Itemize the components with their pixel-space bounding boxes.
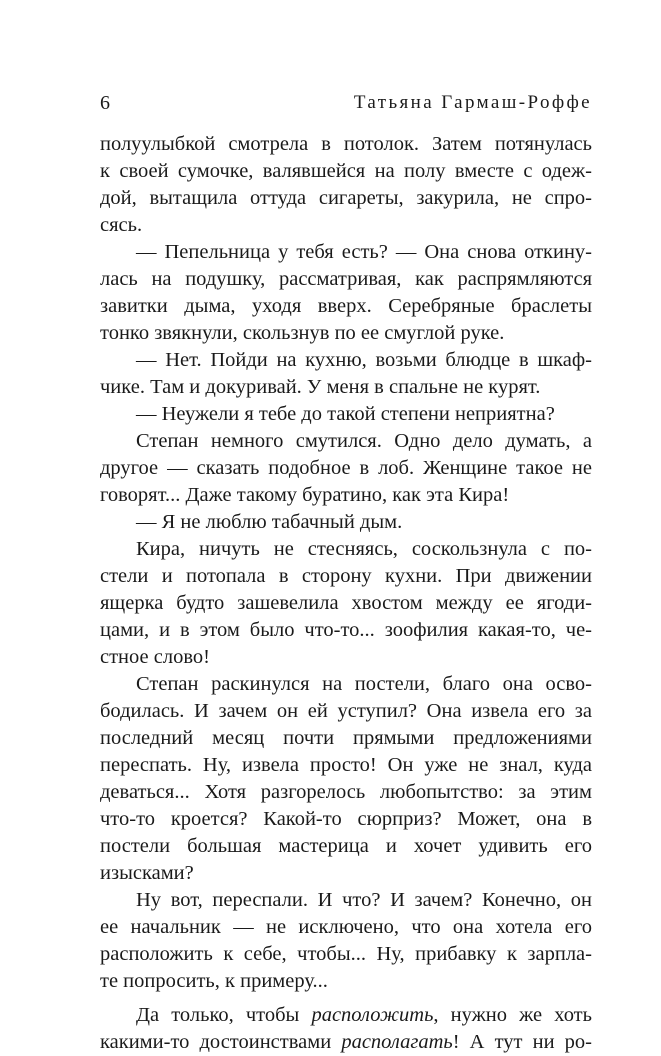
text-line: бодилась. И зачем он ей уступил? Она извела его за xyxy=(100,700,592,722)
text-run: какими-то достоинствами xyxy=(100,1031,342,1053)
text-line xyxy=(100,1002,592,1029)
text-line: завитки дыма, уходя вверх. Серебряные браслеты xyxy=(100,295,592,317)
text-line: расположить к себе, чтобы... Ну, прибавку к зарпла- xyxy=(100,943,592,965)
text-line: — Я не люблю табачный дым. xyxy=(136,511,403,533)
text-line: тонко звякнули, скользнув по ее смуглой руке. xyxy=(100,322,505,344)
text-line: переспать. Ну, извела просто! Он уже не знал, куда xyxy=(100,754,592,776)
text-line: Кира, ничуть не стесняясь, соскользнула с по- xyxy=(136,538,592,560)
text-line: дой, вытащила оттуда сигареты, закурила, не спро- xyxy=(100,187,592,209)
text-line: стели и потопала в сторону кухни. При движении xyxy=(100,565,592,587)
running-head-author: Татьяна Гармаш-Роффе xyxy=(353,92,592,113)
text-line: — Неужели я тебе до такой степени неприятна? xyxy=(136,403,555,425)
italic-emphasis: располагать xyxy=(341,1031,453,1053)
text-line: говорят... Даже такому буратино, как эта Кира! xyxy=(100,484,510,506)
text-run: ! А тут ни ро- xyxy=(452,1031,592,1053)
text-line: ящерка будто зашевелила хвостом между ее ягоди- xyxy=(100,592,592,614)
text-line: те попросить, к примеру... xyxy=(100,970,328,992)
text-line: лась на подушку, рассматривая, как распрямляются xyxy=(100,268,592,290)
text-line: — Нет. Пойди на кухню, возьми блюдце в шкаф- xyxy=(136,349,592,371)
text-line: постели большая мастерица и хочет удивить его xyxy=(100,835,592,857)
text-line: деваться... Хотя разгорелось любопытство: за этим xyxy=(100,781,592,803)
text-line: изысками? xyxy=(100,862,194,884)
text-line: Степан немного смутился. Одно дело думать, а xyxy=(136,430,592,452)
page-header xyxy=(100,88,592,118)
text-line: Ну вот, переспали. И что? И зачем? Конечно, он xyxy=(136,889,592,911)
text-line: другое — сказать подобное в лоб. Женщине такое не xyxy=(100,457,592,479)
text-run: , нужно же хоть xyxy=(433,1004,592,1026)
text-line xyxy=(100,1029,592,1056)
text-line: последний месяц почти прямыми предложениями xyxy=(100,727,592,749)
text-run: Да только, чтобы xyxy=(136,1004,312,1026)
text-line: чике. Там и докуривай. У меня в спальне не курят. xyxy=(100,376,541,398)
text-line: ее начальник — не исключено, что она хотела его xyxy=(100,916,592,938)
text-line: стное слово! xyxy=(100,646,210,668)
italic-emphasis: расположить xyxy=(311,1004,434,1026)
text-line: — Пепельница у тебя есть? — Она снова откину- xyxy=(136,241,592,263)
text-line: цами, и в этом было что-то... зоофилия какая-то, че- xyxy=(100,619,592,641)
text-line: что-то кроется? Какой-то сюрприз? Может, она в xyxy=(100,808,592,830)
page-number: 6 xyxy=(100,92,110,114)
text-line: Степан раскинулся на постели, благо она осво- xyxy=(136,673,592,695)
text-line: полуулыбкой смотрела в потолок. Затем потянулась xyxy=(100,133,592,155)
body-text xyxy=(100,131,592,1056)
text-line: к своей сумочке, валявшейся на полу вместе с одеж- xyxy=(100,160,592,182)
text-line: сясь. xyxy=(100,214,143,236)
